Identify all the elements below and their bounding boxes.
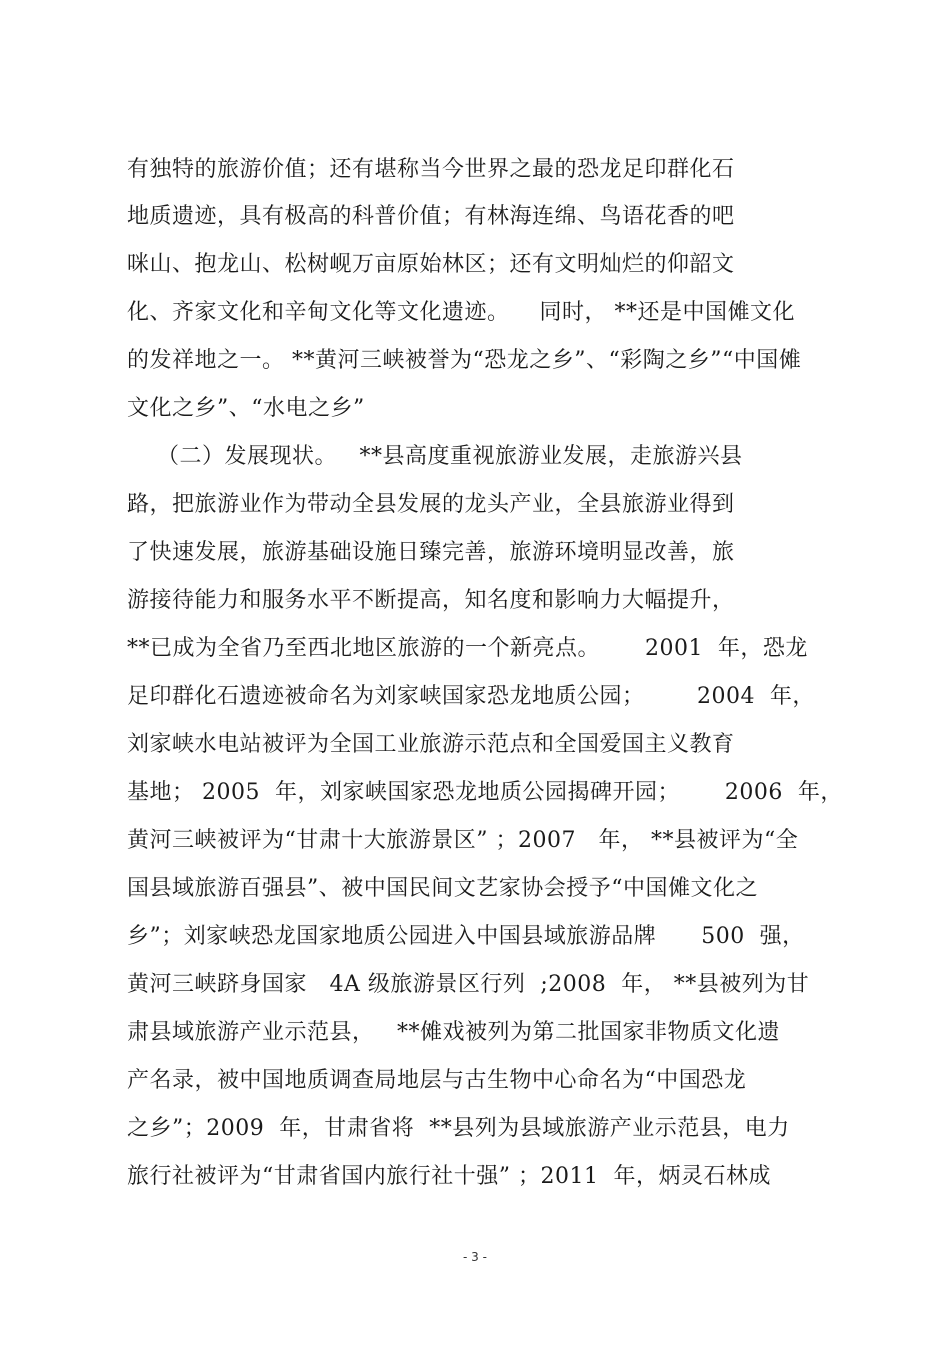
text-line: 之乡”；2009 年，甘肃省将 **县列为县域旅游产业示范县，电力 [127, 1116, 790, 1141]
text-line: 地质遗迹，具有极高的科普价值；有林海连绵、鸟语花香的吧 [127, 204, 735, 229]
text-line: 了快速发展，旅游基础设施日臻完善，旅游环境明显改善，旅 [127, 540, 735, 565]
text-line: 刘家峡水电站被评为全国工业旅游示范点和全国爱国主义教育 [127, 732, 735, 757]
text-line: 文化之乡”、“水电之乡” [127, 396, 365, 421]
text-line: 乡”；刘家峡恐龙国家地质公园进入中国县域旅游品牌 500 强， [127, 924, 805, 949]
text-line: 的发祥地之一。 **黄河三峡被誉为“恐龙之乡”、“彩陶之乡”“中国傩 [127, 348, 802, 373]
text-line: 肃县域旅游产业示范县， **傩戏被列为第二批国家非物质文化遗 [127, 1020, 780, 1045]
text-line: 旅行社被评为“甘肃省国内旅行社十强” ；2011 年，炳灵石林成 [127, 1164, 771, 1189]
text-line: 有独特的旅游价值；还有堪称当今世界之最的恐龙足印群化石 [127, 157, 735, 182]
text-line: 基地； 2005 年，刘家峡国家恐龙地质公园揭碑开园； 2006 年， [127, 780, 843, 805]
text-line: **已成为全省乃至西北地区旅游的一个新亮点。 2001 年，恐龙 [127, 636, 808, 661]
text-line: 游接待能力和服务水平不断提高，知名度和影响力大幅提升， [127, 588, 735, 613]
text-line: 足印群化石遗迹被命名为刘家峡国家恐龙地质公园； 2004 年， [127, 684, 815, 709]
text-line: 路，把旅游业作为带动全县发展的龙头产业，全县旅游业得到 [127, 492, 735, 517]
text-line: 黄河三峡跻身国家 4A 级旅游景区行列 ;2008 年， **县被列为甘 [127, 972, 810, 997]
text-line: 黄河三峡被评为“甘肃十大旅游景区” ；2007 年， **县被评为“全 [127, 828, 799, 853]
text-line: 化、齐家文化和辛甸文化等文化遗迹。 同时， **还是中国傩文化 [127, 300, 795, 325]
text-line: 产名录，被中国地质调查局地层与古生物中心命名为“中国恐龙 [127, 1068, 747, 1093]
page-number: - 3 - [463, 1250, 487, 1264]
text-line: （二）发展现状。 **县高度重视旅游业发展，走旅游兴县 [127, 444, 743, 469]
text-line: 咪山、抱龙山、松树岘万亩原始林区；还有文明灿烂的仰韶文 [127, 252, 735, 277]
text-line: 国县域旅游百强县”、被中国民间文艺家协会授予“中国傩文化之 [127, 876, 758, 901]
